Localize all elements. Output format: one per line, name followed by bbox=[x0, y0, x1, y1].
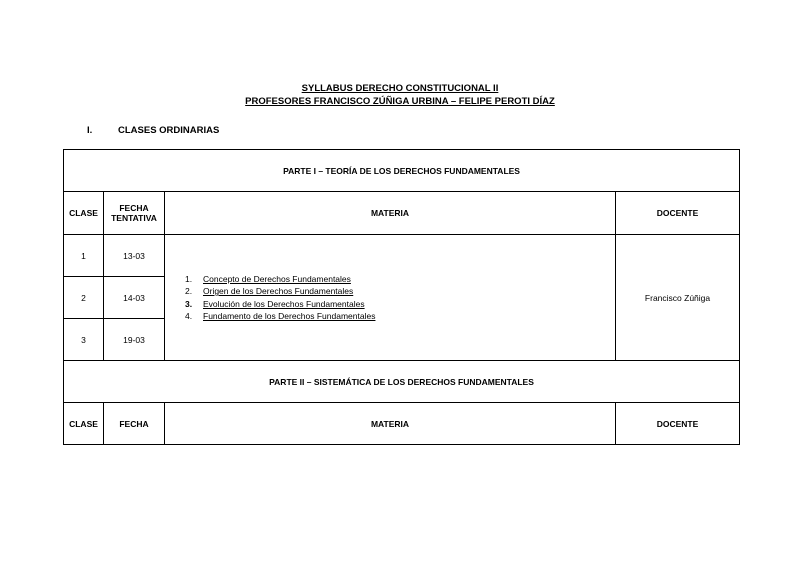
topic-number: 2. bbox=[185, 286, 193, 296]
table-row bbox=[64, 235, 740, 277]
clase-cell: 3 bbox=[64, 319, 104, 361]
topic-text: Origen de los Derechos Fundamentales bbox=[203, 286, 354, 296]
clase-cell: 2 bbox=[64, 277, 104, 319]
section-heading bbox=[87, 125, 219, 136]
col-materia-header: MATERIA bbox=[165, 192, 616, 235]
materia-cell bbox=[165, 235, 616, 361]
col-materia-header: MATERIA bbox=[165, 403, 616, 445]
syllabus-table bbox=[63, 149, 740, 445]
section-number: I. bbox=[87, 125, 93, 136]
syllabus-title: SYLLABUS DERECHO CONSTITUCIONAL II bbox=[301, 83, 499, 94]
topic-number: 4. bbox=[185, 311, 193, 321]
parte1-heading-row bbox=[64, 150, 740, 192]
fecha-cell: 19-03 bbox=[104, 319, 165, 361]
topic-text: Fundamento de los Derechos Fundamentales bbox=[203, 311, 376, 321]
section-title: CLASES ORDINARIAS bbox=[118, 125, 220, 136]
topics-list bbox=[165, 273, 615, 323]
topic-text: Concepto de Derechos Fundamentales bbox=[203, 273, 351, 284]
parte1-heading: PARTE I – TEORÍA DE LOS DERECHOS FUNDAMENTALES bbox=[64, 150, 740, 192]
fecha-cell: 13-03 bbox=[104, 235, 165, 277]
fecha-cell: 14-03 bbox=[104, 277, 165, 319]
list-item bbox=[185, 310, 615, 323]
professors-line: PROFESORES FRANCISCO ZÚÑIGA URBINA – FELIPE PEROTI DÍAZ bbox=[245, 96, 555, 107]
col-fecha-header: FECHA TENTATIVA bbox=[104, 192, 165, 235]
parte2-header-row bbox=[64, 403, 740, 445]
clase-cell: 1 bbox=[64, 235, 104, 277]
col-clase-header: CLASE bbox=[64, 403, 104, 445]
col-docente-header: DOCENTE bbox=[616, 192, 740, 235]
list-item bbox=[185, 285, 615, 298]
list-item bbox=[185, 298, 615, 311]
list-item bbox=[185, 273, 615, 286]
topic-number: 3. bbox=[185, 298, 193, 309]
col-clase-header: CLASE bbox=[64, 192, 104, 235]
col-fecha-header: FECHA bbox=[104, 403, 165, 445]
parte1-header-row bbox=[64, 192, 740, 235]
col-docente-header: DOCENTE bbox=[616, 403, 740, 445]
topic-text: Evolución de los Derechos Fundamentales bbox=[203, 298, 365, 309]
parte2-heading-row bbox=[64, 361, 740, 403]
topic-number: 1. bbox=[185, 273, 193, 284]
docente-cell: Francisco Zúñiga bbox=[616, 235, 740, 361]
parte2-heading: PARTE II – SISTEMÁTICA DE LOS DERECHOS FUNDAMENTALES bbox=[64, 361, 740, 403]
